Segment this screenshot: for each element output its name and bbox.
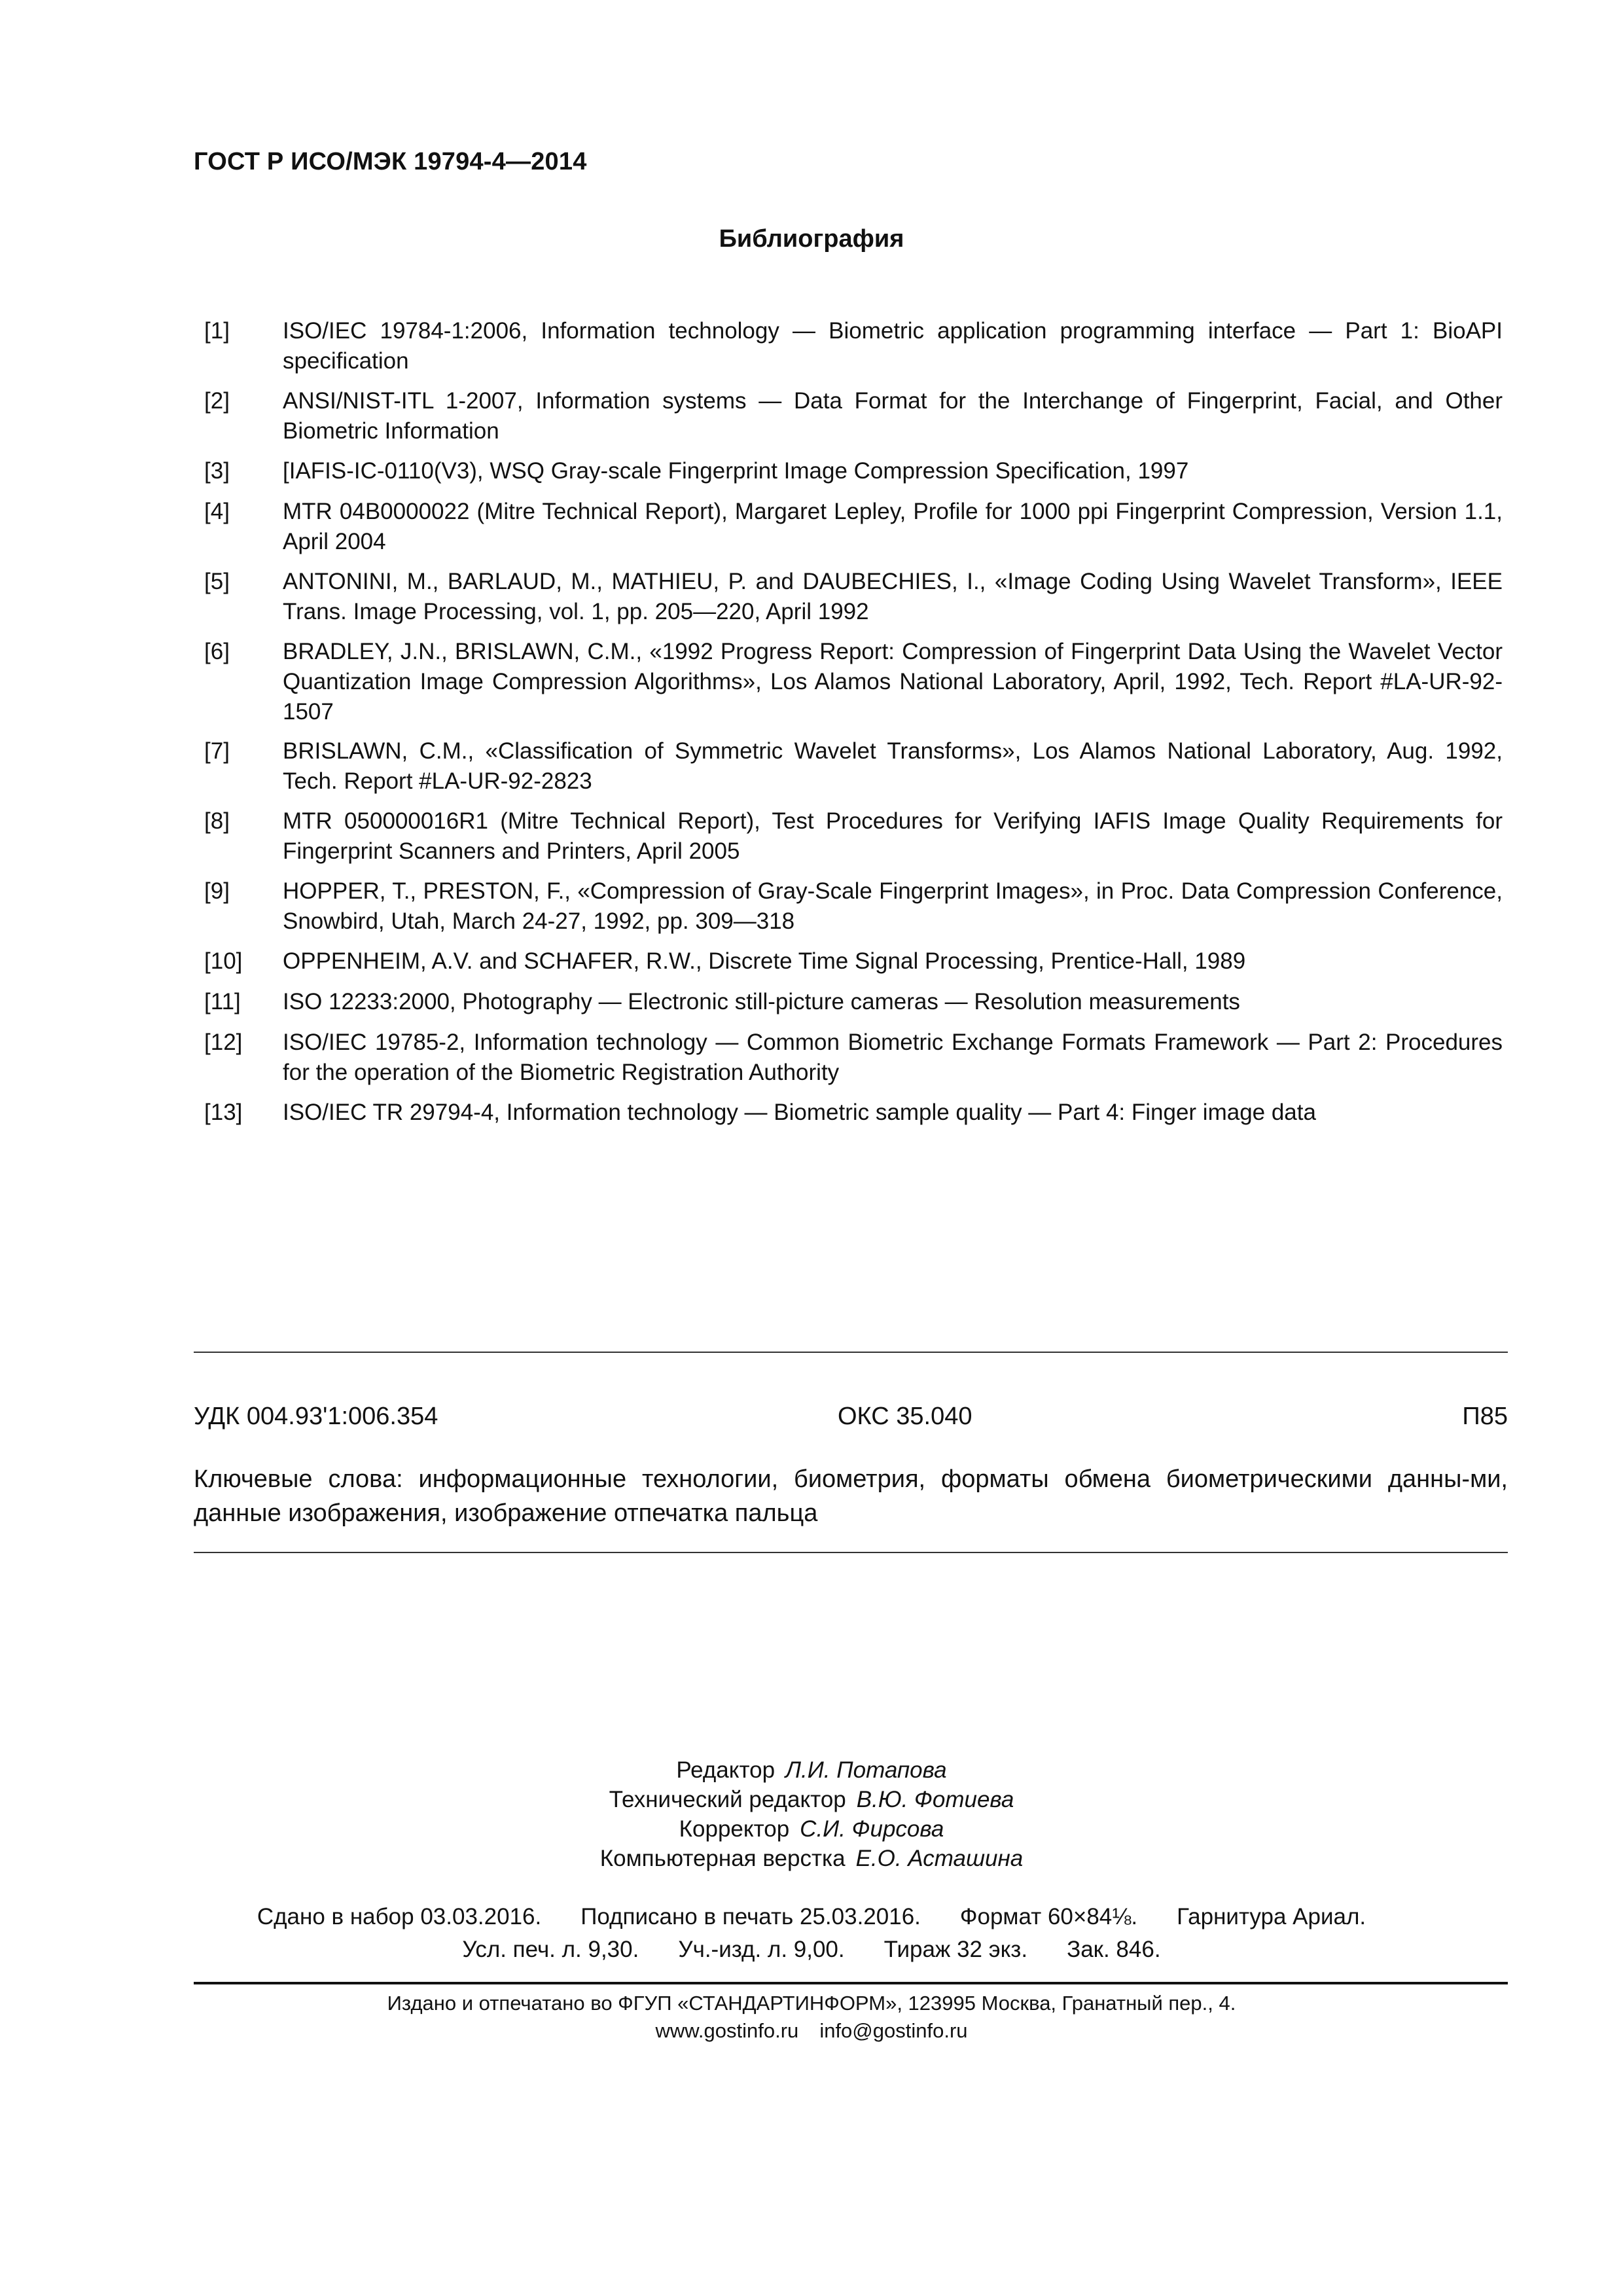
print-info-item: Гарнитура Ариал.: [1177, 1904, 1366, 1929]
publisher-info: [0, 1990, 1623, 2045]
udk-code: УДК 004.93'1:006.354: [194, 1403, 438, 1430]
divider-top: [194, 1352, 1508, 1353]
ref-number: [8]: [204, 808, 230, 834]
credit-role: Технический редактор: [609, 1787, 846, 1812]
ref-text: ANSI/NIST-ITL 1-2007, Information systems — Data Format for the Interchange of Fingerprint, Facial, and Other Biometric Information: [283, 388, 1503, 444]
print-info-item: Усл. печ. л. 9,30.: [462, 1937, 639, 1962]
ref-number: [13]: [204, 1100, 243, 1125]
credit-line: [0, 1814, 1623, 1844]
ref-number: [4]: [204, 499, 230, 524]
credit-role: Компьютерная верстка: [599, 1846, 846, 1871]
print-info-item: Подписано в печать 25.03.2016.: [580, 1904, 921, 1929]
print-info-item: Зак. 846.: [1067, 1937, 1161, 1962]
oks-code: ОКС 35.040: [838, 1403, 972, 1430]
divider-bottom: [194, 1982, 1508, 1984]
document-code: ГОСТ Р ИСО/МЭК 19794-4—2014: [194, 148, 587, 175]
ref-text: ISO/IEC 19785-2, Information technology — Common Biometric Exchange Formats Framework — Part 2: Procedures for the operation of the Biometric Registration Authority: [283, 1030, 1503, 1085]
credit-role: Редактор: [676, 1757, 776, 1783]
print-info-item: Сдано в набор 03.03.2016.: [257, 1904, 542, 1929]
print-info-item: Формат 60×84⅛.: [959, 1904, 1138, 1929]
ref-text: ISO/IEC TR 29794-4, Information technology — Biometric sample quality — Part 4: Finger image data: [283, 1100, 1316, 1125]
credit-name: Л.И. Потапова: [785, 1757, 947, 1783]
credit-name: В.Ю. Фотиева: [856, 1787, 1014, 1812]
ref-number: [9]: [204, 878, 230, 904]
credit-line: [0, 1844, 1623, 1873]
credit-name: Е.О. Асташина: [855, 1846, 1024, 1871]
ref-text: BRADLEY, J.N., BRISLAWN, C.M., «1992 Progress Report: Compression of Fingerprint Data Using the Wavelet Vector Quantization Image Compression Algorithms», Los Alamos National Laboratory, April, 1992, Tech. Report #LA-UR-92-1507: [283, 639, 1503, 725]
ref-number: [10]: [204, 948, 243, 974]
ref-text: ANTONINI, M., BARLAUD, M., MATHIEU, P. and DAUBECHIES, I., «Image Coding Using Wavelet Transform», IEEE Trans. Image Processing, vol. 1, pp. 205—220, April 1992: [283, 569, 1503, 624]
ref-number: [7]: [204, 738, 230, 764]
category-code: П85: [1462, 1403, 1508, 1430]
ref-text: BRISLAWN, C.M., «Classification of Symmetric Wavelet Transforms», Los Alamos National Laboratory, Aug. 1992, Tech. Report #LA-UR-92-2823: [283, 738, 1503, 794]
email-link[interactable]: info@gostinfo.ru: [819, 2019, 968, 2042]
ref-text: ISO 12233:2000, Photography — Electronic still-picture cameras — Resolution measurements: [283, 989, 1240, 1014]
print-info-item: Тираж 32 экз.: [883, 1937, 1028, 1962]
print-info-line: [0, 1901, 1623, 1933]
ref-text: [IAFIS-IC-0110(V3), WSQ Gray-scale Fingerprint Image Compression Specification, 1997: [283, 458, 1189, 484]
ref-text: ISO/IEC 19784-1:2006, Information technology — Biometric application programming interface — Part 1: BioAPI specification: [283, 318, 1503, 374]
credit-line: [0, 1785, 1623, 1814]
ref-text: MTR 050000016R1 (Mitre Technical Report), Test Procedures for Verifying IAFIS Image Quality Requirements for Fingerprint Scanners and Printers, April 2005: [283, 808, 1503, 864]
ref-number: [5]: [204, 569, 230, 594]
ref-text: MTR 04B0000022 (Mitre Technical Report), Margaret Lepley, Profile for 1000 ppi Fingerprint Compression, Version 1.1, April 2004: [283, 499, 1503, 554]
ref-number: [1]: [204, 318, 230, 344]
bibliography-title: Библиография: [719, 225, 904, 253]
ref-text: OPPENHEIM, A.V. and SCHAFER, R.W., Discrete Time Signal Processing, Prentice-Hall, 1989: [283, 948, 1246, 974]
ref-number: [11]: [204, 989, 241, 1014]
ref-number: [2]: [204, 388, 230, 414]
credits-block: [0, 1755, 1623, 1873]
ref-text: HOPPER, T., PRESTON, F., «Compression of Gray-Scale Fingerprint Images», in Proc. Data Compression Conference, Snowbird, Utah, March 24-27, 1992, pp. 309—318: [283, 878, 1503, 934]
credit-role: Корректор: [679, 1816, 790, 1842]
print-info-line: [0, 1933, 1623, 1966]
publisher-address: Издано и отпечатано во ФГУП «СТАНДАРТИНФОРМ», 123995 Москва, Гранатный пер., 4.: [387, 1992, 1236, 2015]
publisher-contacts: [0, 2017, 1623, 2045]
ref-number: [12]: [204, 1030, 243, 1055]
ref-number: [3]: [204, 458, 230, 484]
website-link[interactable]: www.gostinfo.ru: [655, 2019, 799, 2042]
print-info: [0, 1901, 1623, 1966]
credit-name: С.И. Фирсова: [800, 1816, 944, 1842]
keywords: Ключевые слова: информационные технологии, биометрия, форматы обмена биометрическими данны-ми, данные изображения, изображение отпечатка пальца: [194, 1465, 1508, 1527]
ref-number: [6]: [204, 639, 230, 664]
credit-line: [0, 1755, 1623, 1785]
divider-middle: [194, 1552, 1508, 1553]
print-info-item: Уч.-изд. л. 9,00.: [678, 1937, 845, 1962]
